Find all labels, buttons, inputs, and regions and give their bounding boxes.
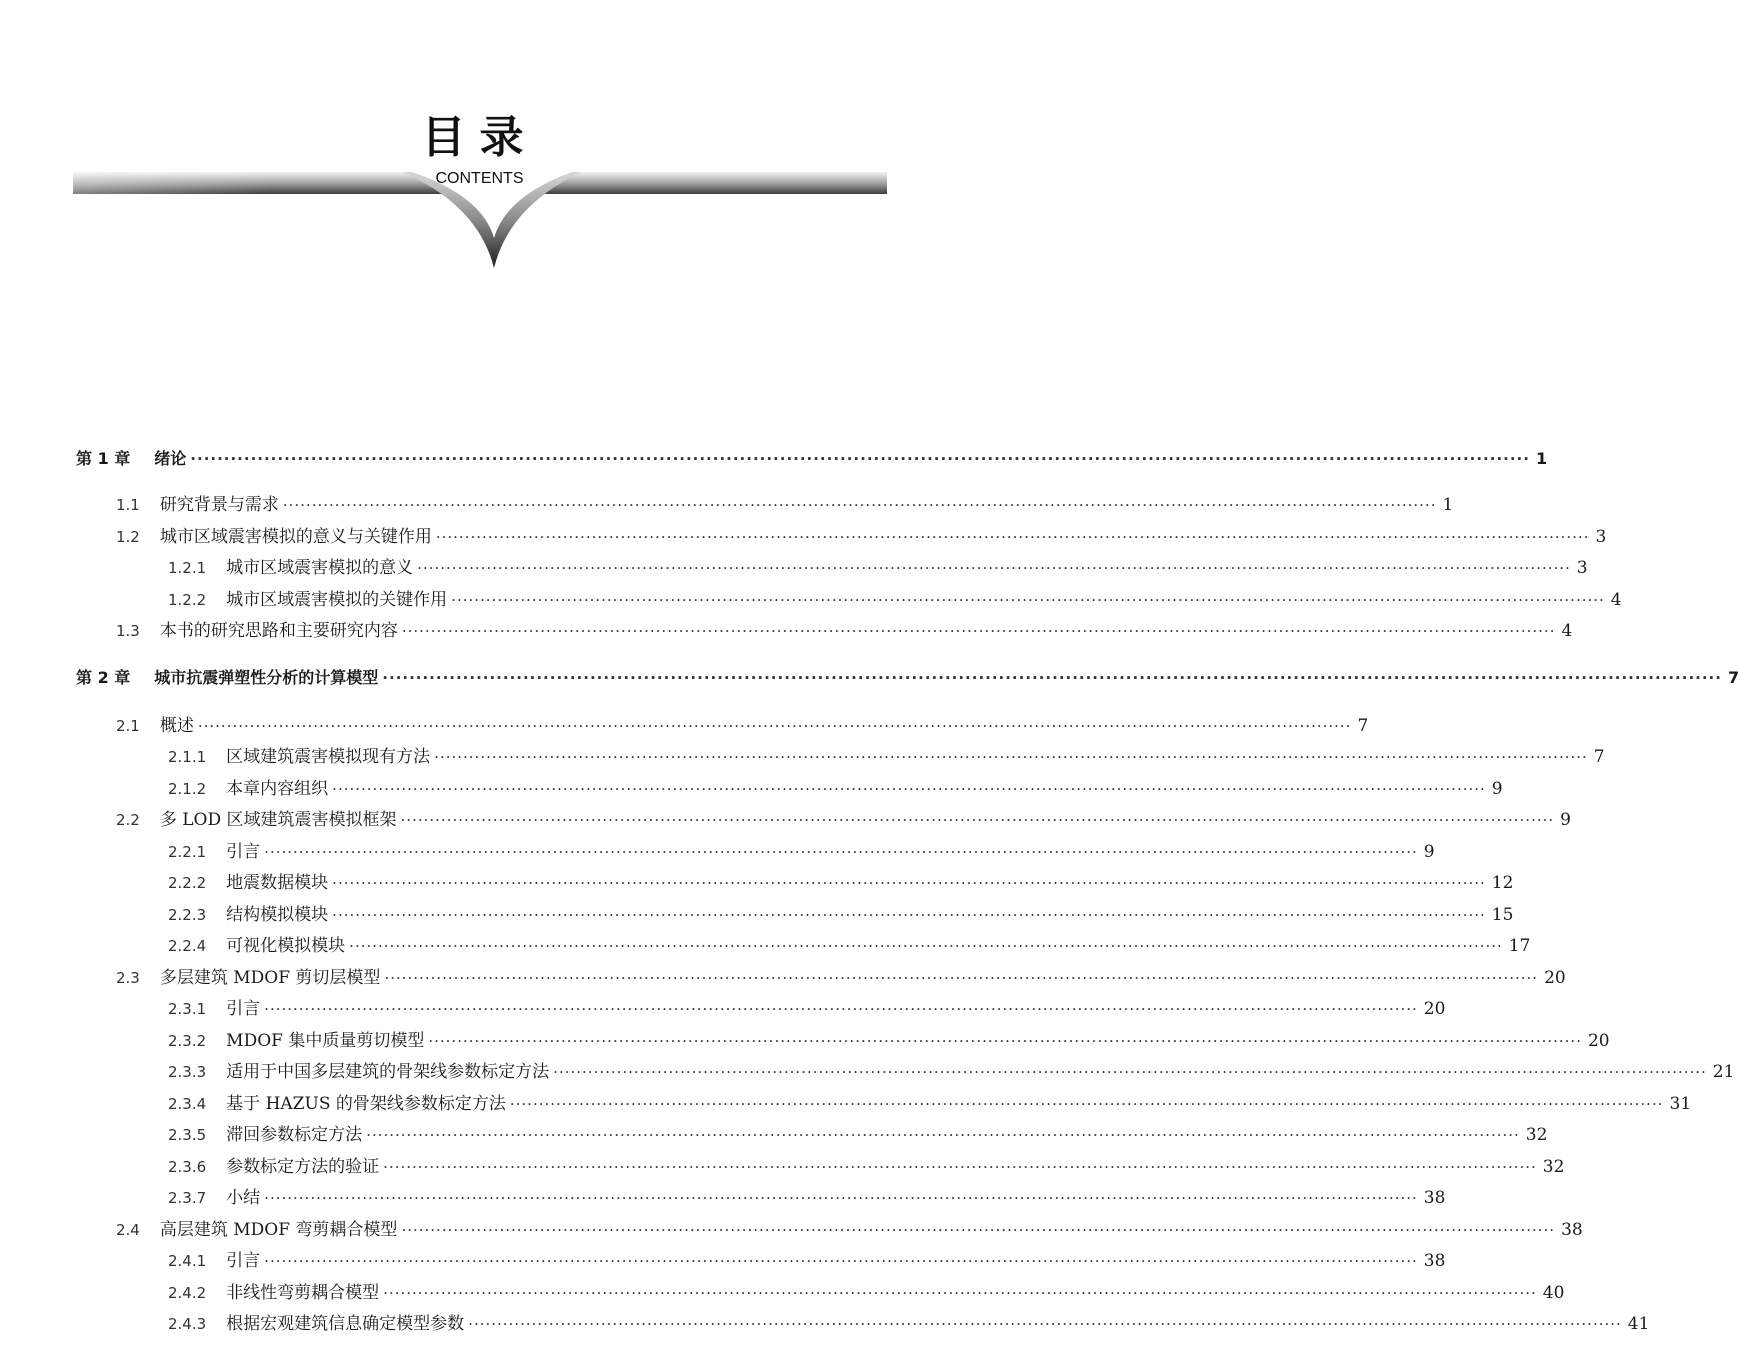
toc-entry-number: 1.3 xyxy=(116,622,140,640)
toc-leader-dots: ········································································································································································································ xyxy=(332,780,1486,798)
toc-page-number: 32 xyxy=(1542,1157,1565,1177)
toc-entry-row[interactable] xyxy=(168,840,1435,864)
toc-entry-title: MDOF 集中质量剪切模型 xyxy=(226,1031,425,1051)
toc-entry-row[interactable] xyxy=(168,745,1605,769)
toc-leader-dots: ········································································································································································································ xyxy=(401,622,1556,640)
toc-entry-row[interactable] xyxy=(168,1060,1735,1084)
toc-page-number: 20 xyxy=(1423,999,1446,1019)
toc-page-number: 9 xyxy=(1491,779,1503,799)
toc-leader-dots: ········································································································································································································ xyxy=(332,906,1486,924)
toc-entry-title: 小结 xyxy=(226,1188,261,1208)
toc-entry-row[interactable] xyxy=(116,1218,1583,1242)
toc-entry-number: 2.3.2 xyxy=(168,1032,207,1050)
toc-page-number: 7 xyxy=(1727,668,1739,687)
toc-page-number: 1 xyxy=(1442,495,1454,515)
toc-page-number: 4 xyxy=(1561,621,1573,641)
toc-entry-number: 第 1 章 xyxy=(76,449,131,468)
toc-page-number: 3 xyxy=(1576,558,1588,578)
toc-leader-dots: ········································································································································································································ xyxy=(417,559,1571,577)
page-subtitle: CONTENTS xyxy=(435,170,524,187)
toc-entry-number: 1.2.2 xyxy=(168,591,207,609)
toc-entry-title: 地震数据模块 xyxy=(226,873,329,893)
toc-entry-number: 2.3.3 xyxy=(168,1063,207,1081)
toc-entry-title: 绪论 xyxy=(154,449,187,468)
toc-entry-row[interactable] xyxy=(116,493,1454,517)
toc-chapter-row[interactable] xyxy=(76,666,1739,690)
toc-page-number: 9 xyxy=(1423,842,1435,862)
toc-entry-number: 2.2 xyxy=(116,811,140,829)
toc-entry-number: 2.2.3 xyxy=(168,906,207,924)
toc-entry-number: 2.3.7 xyxy=(168,1189,207,1207)
toc-leader-dots: ········································································································································································································ xyxy=(435,528,1590,546)
toc-entry-number: 2.3 xyxy=(116,969,140,987)
toc-entry-row[interactable] xyxy=(168,903,1514,927)
toc-leader-dots: ········································································································································································································ xyxy=(383,1158,1537,1176)
toc-entry-title: 城市区域震害模拟的意义与关键作用 xyxy=(159,527,432,547)
toc-page-number: 3 xyxy=(1595,527,1607,547)
toc-page-number: 17 xyxy=(1508,936,1531,956)
toc-page-number: 38 xyxy=(1423,1251,1446,1271)
toc-leader-dots: ········································································································································································································ xyxy=(190,450,1530,468)
toc-entry-row[interactable] xyxy=(168,1092,1692,1116)
toc-entry-number: 1.2.1 xyxy=(168,559,207,577)
toc-page-number: 38 xyxy=(1423,1188,1446,1208)
toc-entry-number: 2.3.6 xyxy=(168,1158,207,1176)
toc-entry-row[interactable] xyxy=(116,619,1573,643)
toc-entry-row[interactable] xyxy=(116,525,1607,549)
toc-entry-title: 多 LOD 区域建筑震害模拟框架 xyxy=(159,810,397,830)
toc-entry-title: 基于 HAZUS 的骨架线参数标定方法 xyxy=(226,1094,506,1114)
toc-leader-dots: ········································································································································································································ xyxy=(349,937,1503,955)
toc-leader-dots: ········································································································································································································ xyxy=(264,1189,1418,1207)
toc-leader-dots: ········································································································································································································ xyxy=(383,1284,1537,1302)
toc-entry-number: 1.1 xyxy=(116,496,140,514)
toc-page-number: 31 xyxy=(1669,1094,1692,1114)
toc-entry-number: 2.1.1 xyxy=(168,748,207,766)
toc-entry-title: 非线性弯剪耦合模型 xyxy=(226,1283,380,1303)
toc-entry-title: 适用于中国多层建筑的骨架线参数标定方法 xyxy=(226,1062,550,1082)
toc-entry-number: 2.4.3 xyxy=(168,1315,207,1333)
toc-page-number: 40 xyxy=(1542,1283,1565,1303)
toc-entry-row[interactable] xyxy=(168,1029,1610,1053)
toc-leader-dots: ········································································································································································································ xyxy=(451,591,1605,609)
toc-entry-row[interactable] xyxy=(168,934,1531,958)
toc-entry-title: 城市区域震害模拟的关键作用 xyxy=(226,590,448,610)
toc-page-number: 20 xyxy=(1544,968,1566,988)
toc-page-number: 20 xyxy=(1587,1031,1610,1051)
toc-entry-row[interactable] xyxy=(116,808,1571,832)
page-title: 目录 xyxy=(421,112,538,163)
toc-entry-title: 城市抗震弹塑性分析的计算模型 xyxy=(154,668,379,687)
toc-page-number: 7 xyxy=(1593,747,1605,767)
toc-page-number: 9 xyxy=(1560,810,1571,830)
toc-entry-number: 2.2.1 xyxy=(168,843,207,861)
toc-entry-row[interactable] xyxy=(168,777,1503,801)
toc-leader-dots: ········································································································································································································ xyxy=(332,874,1486,892)
toc-entry-title: 引言 xyxy=(226,1251,261,1271)
toc-entry-title: 高层建筑 MDOF 弯剪耦合模型 xyxy=(159,1220,398,1240)
toc-page-number: 21 xyxy=(1712,1062,1735,1082)
toc-leader-dots: ········································································································································································································ xyxy=(282,496,1437,514)
toc-entry-number: 2.3.1 xyxy=(168,1000,207,1018)
toc-entry-row[interactable] xyxy=(168,588,1622,612)
toc-entry-title: 研究背景与需求 xyxy=(159,495,279,515)
toc-leader-dots: ········································································································································································································ xyxy=(264,1252,1418,1270)
toc-entry-number: 2.1 xyxy=(116,717,140,735)
toc-leader-dots: ········································································································································································································ xyxy=(509,1095,1664,1113)
toc-leader-dots: ········································································································································································································ xyxy=(428,1032,1582,1050)
toc-entry-number: 2.1.2 xyxy=(168,780,207,798)
toc-entry-number: 2.3.4 xyxy=(168,1095,207,1113)
toc-entry-row[interactable] xyxy=(168,1155,1565,1179)
toc-leader-dots: ········································································································································································································ xyxy=(366,1126,1520,1144)
toc-chapter-row[interactable] xyxy=(76,447,1548,471)
toc-entry-title: 多层建筑 MDOF 剪切层模型 xyxy=(159,968,381,988)
toc-leader-dots: ········································································································································································································ xyxy=(400,811,1555,829)
toc-entry-title: 概述 xyxy=(159,716,194,736)
toc-entry-number: 1.2 xyxy=(116,528,140,546)
toc-page-number: 41 xyxy=(1627,1314,1650,1334)
toc-leader-dots: ········································································································································································································ xyxy=(264,843,1418,861)
toc-page-number: 1 xyxy=(1535,449,1548,468)
toc-entry-row[interactable] xyxy=(168,556,1588,580)
toc-entry-title: 参数标定方法的验证 xyxy=(226,1157,380,1177)
toc-leader-dots: ········································································································································································································ xyxy=(384,969,1539,987)
toc-entry-row[interactable] xyxy=(168,1123,1548,1147)
toc-leader-dots: ········································································································································································································ xyxy=(434,748,1588,766)
toc-entry-number: 2.4.2 xyxy=(168,1284,207,1302)
toc-entry-number: 第 2 章 xyxy=(76,668,131,687)
toc-leader-dots: ········································································································································································································ xyxy=(468,1315,1622,1333)
toc-page-number: 7 xyxy=(1357,716,1369,736)
toc-entry-row[interactable] xyxy=(116,966,1566,990)
toc-entry-row[interactable] xyxy=(168,1186,1446,1210)
toc-page-number: 32 xyxy=(1525,1125,1548,1145)
toc-page-number: 12 xyxy=(1491,873,1514,893)
toc-leader-dots: ········································································································································································································ xyxy=(197,717,1352,735)
toc-entry-number: 2.3.5 xyxy=(168,1126,207,1144)
toc-entry-title: 滞回参数标定方法 xyxy=(226,1125,363,1145)
toc-entry-title: 城市区域震害模拟的意义 xyxy=(226,558,414,578)
toc-page-number: 38 xyxy=(1561,1220,1583,1240)
toc-entry-number: 2.4 xyxy=(116,1221,140,1239)
toc-leader-dots: ········································································································································································································ xyxy=(382,669,1722,687)
toc-page-number: 4 xyxy=(1610,590,1622,610)
toc-entry-row[interactable] xyxy=(168,1281,1565,1305)
toc-entry-title: 引言 xyxy=(226,842,261,862)
toc-entry-title: 引言 xyxy=(226,999,261,1019)
toc-leader-dots: ········································································································································································································ xyxy=(553,1063,1707,1081)
toc-leader-dots: ········································································································································································································ xyxy=(401,1221,1556,1239)
toc-entry-title: 结构模拟模块 xyxy=(226,905,329,925)
toc-entry-title: 可视化模拟模块 xyxy=(226,936,346,956)
toc-entry-title: 区域建筑震害模拟现有方法 xyxy=(226,747,431,767)
toc-page-number: 15 xyxy=(1491,905,1514,925)
toc-entry-row[interactable] xyxy=(116,714,1369,738)
toc-leader-dots: ········································································································································································································ xyxy=(264,1000,1418,1018)
toc-entry-number: 2.4.1 xyxy=(168,1252,207,1270)
toc-entry-row[interactable] xyxy=(168,871,1514,895)
toc-entry-row[interactable] xyxy=(168,997,1446,1021)
toc-entry-title: 根据宏观建筑信息确定模型参数 xyxy=(226,1314,465,1334)
toc-entry-row[interactable] xyxy=(168,1249,1446,1273)
toc-entry-row[interactable] xyxy=(168,1312,1650,1336)
toc-entry-number: 2.2.4 xyxy=(168,937,207,955)
toc-entry-number: 2.2.2 xyxy=(168,874,207,892)
toc-entry-title: 本章内容组织 xyxy=(226,779,329,799)
toc-entry-title: 本书的研究思路和主要研究内容 xyxy=(159,621,398,641)
